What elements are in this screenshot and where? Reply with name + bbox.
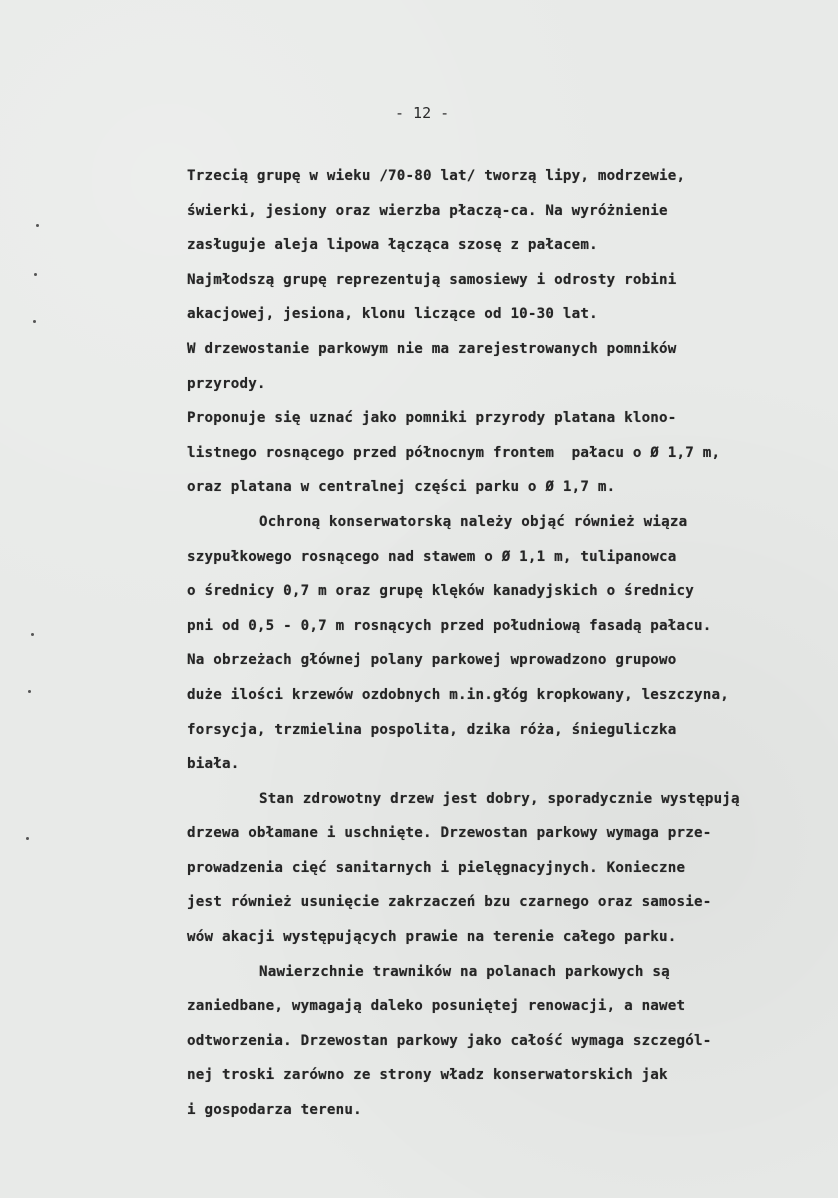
margin-mark xyxy=(36,224,39,227)
text-line: prowadzenia cięć sanitarnych i pielęgnacyjnych. Konieczne xyxy=(187,859,686,876)
text-line: drzewa obłamane i uschnięte. Drzewostan parkowy wymaga prze- xyxy=(187,825,712,842)
text-line: listnego rosnącego przed północnym frontem pałacu o Ø 1,7 m, xyxy=(187,444,721,461)
text-line: i gospodarza terenu. xyxy=(187,1102,362,1119)
text-line: zaniedbane, wymagają daleko posuniętej renowacji, a nawet xyxy=(187,998,686,1015)
text-line: Proponuje się uznać jako pomniki przyrody platana klono- xyxy=(187,410,677,427)
text-line: akacjowej, jesiona, klonu liczące od 10-30 lat. xyxy=(187,306,598,323)
text-line: wów akacji występujących prawie na terenie całego parku. xyxy=(187,929,677,946)
body-text xyxy=(187,159,827,1128)
text-line: świerki, jesiony oraz wierzba płaczą-ca. Na wyróżnienie xyxy=(187,202,668,219)
text-line: Stan zdrowotny drzew jest dobry, sporadycznie występują xyxy=(259,790,740,807)
margin-mark xyxy=(33,320,36,323)
text-line: pni od 0,5 - 0,7 m rosnących przed południową fasadą pałacu. xyxy=(187,617,712,634)
text-line: o średnicy 0,7 m oraz grupę klęków kanadyjskich o średnicy xyxy=(187,583,695,600)
text-line: szypułkowego rosnącego nad stawem o Ø 1,1 m, tulipanowca xyxy=(187,548,677,565)
text-line: Trzecią grupę w wieku /70-80 lat/ tworzą lipy, modrzewie, xyxy=(187,168,686,184)
text-line: przyrody. xyxy=(187,375,266,392)
text-line: Nawierzchnie trawników na polanach parkowych są xyxy=(259,963,670,980)
text-line: nej troski zarówno ze strony władz konserwatorskich jak xyxy=(187,1067,668,1084)
text-line: zasługuje aleja lipowa łącząca szosę z pałacem. xyxy=(187,237,598,254)
text-line: Na obrzeżach głównej polany parkowej wprowadzono grupowo xyxy=(187,652,677,669)
text-line: Ochroną konserwatorską należy objąć również wiąza xyxy=(259,513,688,530)
margin-mark xyxy=(34,273,37,276)
text-line: forsycja, trzmielina pospolita, dzika róża, śnieguliczka xyxy=(187,721,677,738)
text-line: biała. xyxy=(187,756,240,773)
margin-mark xyxy=(26,837,29,840)
text-line: W drzewostanie parkowym nie ma zarejestrowanych pomników xyxy=(187,340,677,357)
page-number: - 12 - xyxy=(395,104,450,122)
text-line: duże ilości krzewów ozdobnych m.in.głóg kropkowany, leszczyna, xyxy=(187,686,729,703)
margin-mark xyxy=(28,690,31,693)
margin-mark xyxy=(31,633,34,636)
text-line: oraz platana w centralnej części parku o Ø 1,7 m. xyxy=(187,479,616,496)
text-line: jest również usunięcie zakrzaczeń bzu czarnego oraz samosie- xyxy=(187,894,712,911)
text-line: odtworzenia. Drzewostan parkowy jako całość wymaga szczegól- xyxy=(187,1032,712,1049)
text-line: Najmłodszą grupę reprezentują samosiewy i odrosty robini xyxy=(187,271,677,288)
